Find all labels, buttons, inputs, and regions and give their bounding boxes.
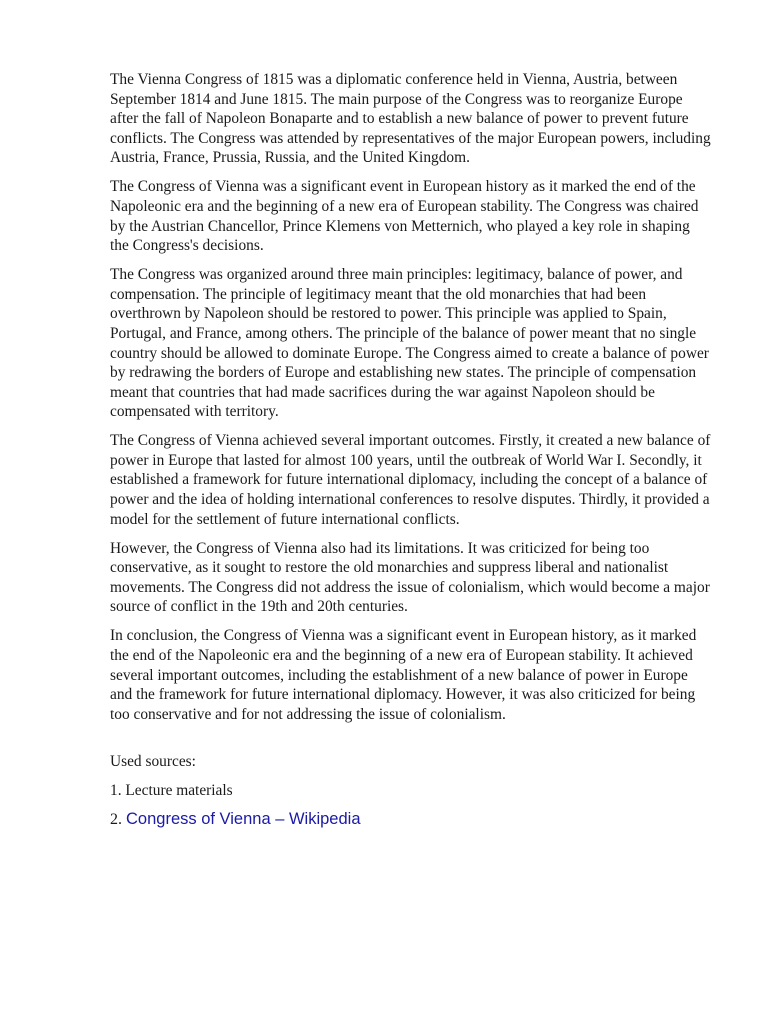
paragraph-conclusion: In conclusion, the Congress of Vienna was a significant event in European history, as it marked the end of the Napoleonic era and the beginning of a new era of European stability. It achieved several important outcomes, including the establishment of a new balance of power in Europe and the framework for future international diplomacy. However, it was also criticized for being too conservative and for not addressing the issue of colonialism. (110, 627, 697, 723)
sources-heading: Used sources: (110, 753, 196, 771)
source-number: 2. (110, 810, 122, 828)
wikipedia-link[interactable]: Congress of Vienna – Wikipedia (126, 809, 361, 828)
paragraph-intro: The Vienna Congress of 1815 was a diplomatic conference held in Vienna, Austria, between September 1814 and June 1815. The main purpose of the Congress was to reorganize Europe after the fall of Napoleon Bonaparte and to establish a new balance of power to prevent future conflicts. The Congress was attended by representatives of the major European powers, including Austria, France, Prussia, Russia, and the United Kingdom. (110, 71, 711, 167)
source-number: 1. (110, 781, 122, 799)
source-item-lecture (110, 781, 712, 801)
paragraph-significance: The Congress of Vienna was a significant event in European history as it marked the end of the Napoleonic era and the beginning of a new era of European stability. The Congress was chaired by the Austrian Chancellor, Prince Klemens von Metternich, who played a key role in shaping the Congress's decisions. (110, 178, 699, 255)
source-item-wikipedia (110, 810, 712, 830)
paragraph-limitations: However, the Congress of Vienna also had its limitations. It was criticized for being too conservative, as it sought to restore the old monarchies and suppress liberal and nationalist movements. The Congress did not address the issue of colonialism, which would become a major source of conflict in the 19th and 20th centuries. (110, 539, 710, 616)
paragraph-principles: The Congress was organized around three main principles: legitimacy, balance of power, and compensation. The principle of legitimacy meant that the old monarchies that had been overthrown by Napoleon should be restored to power. This principle was applied to Spain, Portugal, and France, among others. The principle of the balance of power meant that no single country should be allowed to dominate Europe. The Congress aimed to create a balance of power by redrawing the borders of Europe and establishing new states. The principle of compensation meant that countries that had made sacrifices during the war against Napoleon should be compensated with territory. (110, 266, 709, 421)
source-label: Lecture materials (125, 781, 233, 799)
paragraph-outcomes: The Congress of Vienna achieved several important outcomes. Firstly, it created a new balance of power in Europe that lasted for almost 100 years, until the outbreak of World War I. Secondly, it established a framework for future international diplomacy, including the concept of a balance of power and the idea of holding international conferences to resolve disputes. Thirdly, it provided a model for the settlement of future international conflicts. (110, 432, 711, 528)
document-body (110, 70, 712, 839)
